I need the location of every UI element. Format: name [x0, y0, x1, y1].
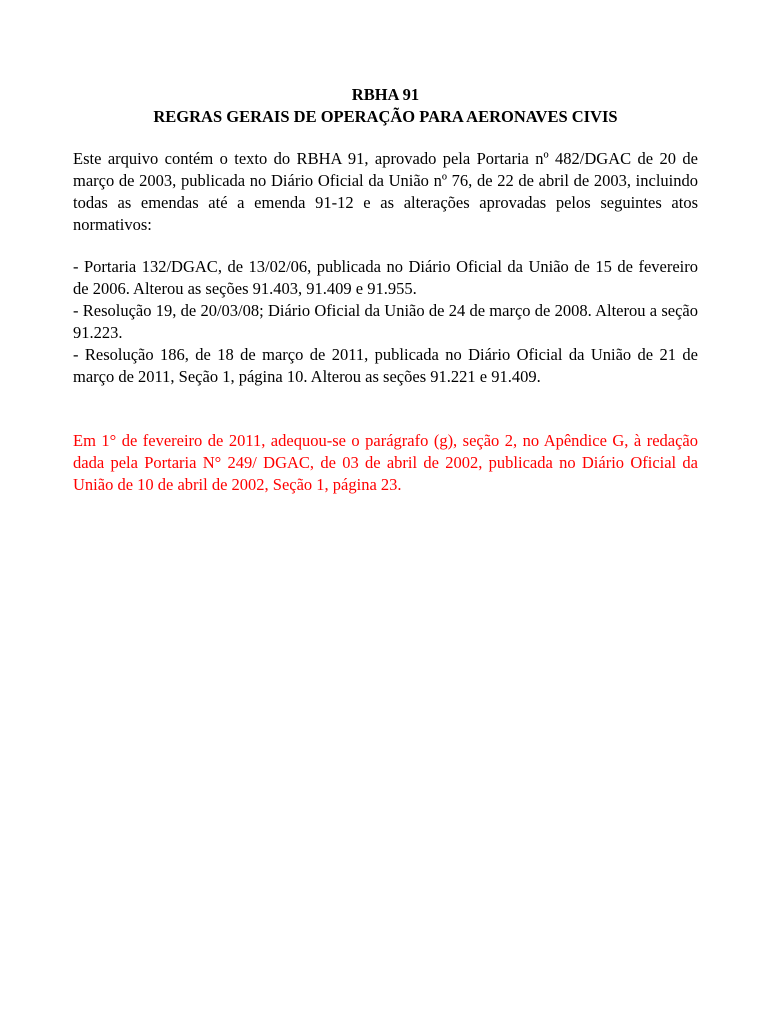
normative-act-item: - Resolução 186, de 18 de março de 2011, publicada no Diário Oficial da União de 21 de março de 2011, Seção 1, página 10. Alterou as seções 91.221 e 91.409.: [73, 345, 698, 386]
intro-paragraph: Este arquivo contém o texto do RBHA 91, aprovado pela Portaria nº 482/DGAC de 20 de março de 2003, publicada no Diário Oficial da União nº 76, de 22 de abril de 2003, incluindo todas as emendas até a emenda 91-12 e as alterações aprovadas pelos seguintes atos normativos:: [73, 149, 698, 234]
document-code: RBHA 91: [351, 85, 420, 104]
normative-act-item: - Resolução 19, de 20/03/08; Diário Oficial da União de 24 de março de 2008. Alterou a seção 91.223.: [73, 301, 698, 342]
title-block: [73, 84, 698, 128]
normative-acts-list: [73, 256, 698, 388]
document-body: [73, 84, 698, 496]
normative-act-item: - Portaria 132/DGAC, de 13/02/06, publicada no Diário Oficial da União de 15 de fevereiro de 2006. Alterou as seções 91.403, 91.409 e 91.955.: [73, 257, 698, 298]
document-title: REGRAS GERAIS DE OPERAÇÃO PARA AERONAVES CIVIS: [153, 107, 618, 126]
amendment-note: Em 1° de fevereiro de 2011, adequou-se o parágrafo (g), seção 2, no Apêndice G, à redação dada pela Portaria N° 249/ DGAC, de 03 de abril de 2002, publicada no Diário Oficial da União de 10 de abril de 2002, Seção 1, página 23.: [73, 431, 698, 494]
